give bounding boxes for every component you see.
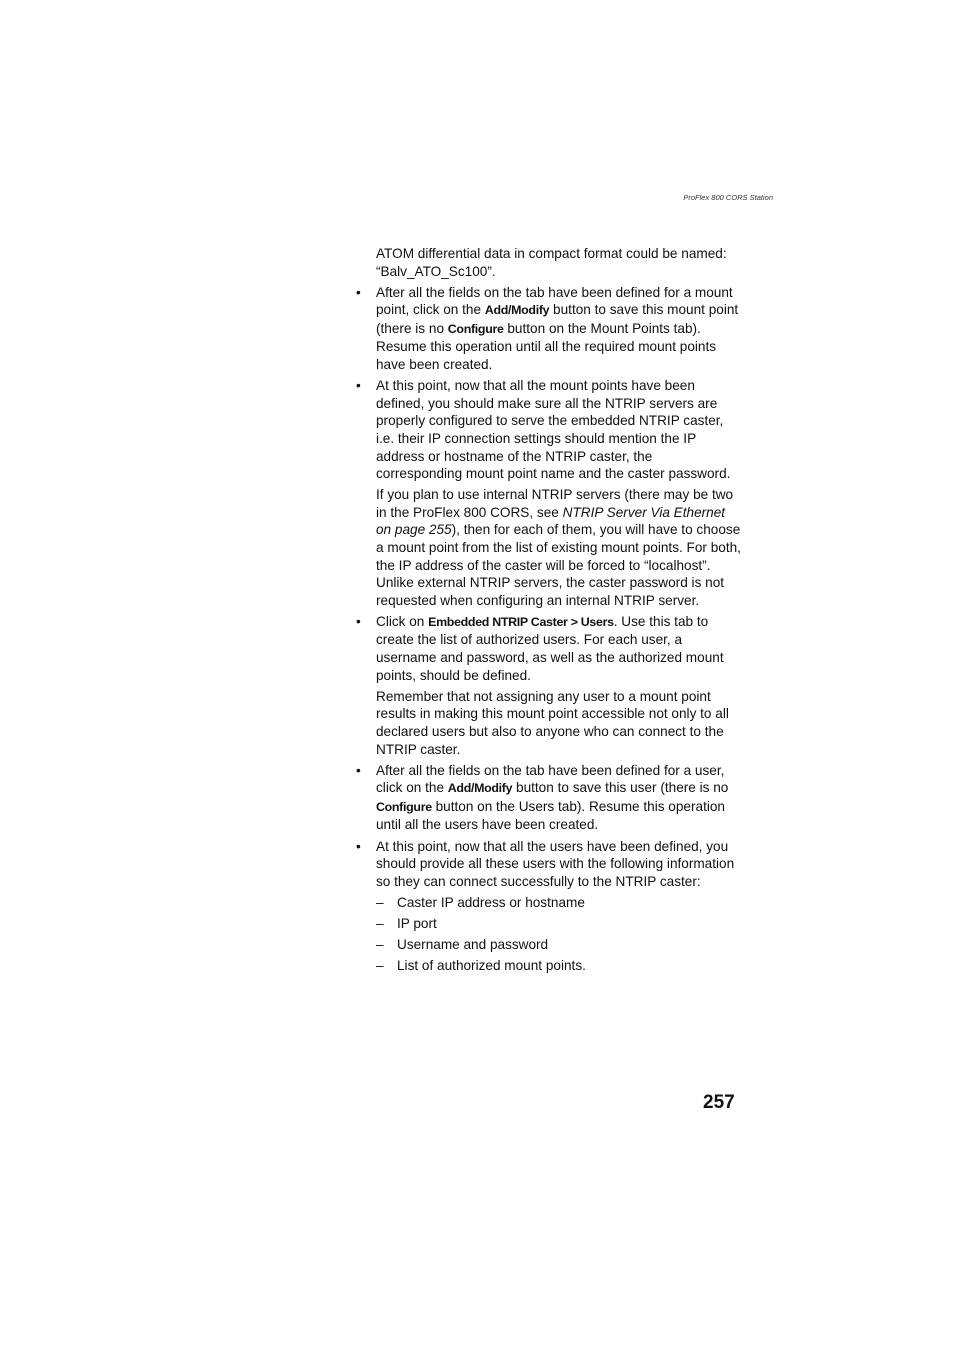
bullet-item-add-user (356, 762, 741, 834)
bullet-text: At this point, now that all the mount points have been defined, you should make sure all the NTRIP servers are properly configured to serve the embedded NTRIP caster, i.e. their IP connection settings should mention the IP address or hostname of the NTRIP caster, the corresponding mount point name and the caster password. (376, 378, 731, 482)
dash-item-text: Username and password (397, 936, 549, 952)
bullet-text: button on the Users tab). Resume this operation until all the users have been created. (376, 798, 725, 833)
bullet-item-configure-servers (356, 377, 741, 483)
paragraph-text: ), then for each of them, you will have to choose a mount point from the list of existing mount points. For both, the IP address of the caster will be forced to “localhost”. Unlike external NTRIP servers, the caster password is not requested when configuring an internal NTRIP server. (376, 522, 741, 608)
bullet-text: Click on (376, 613, 429, 629)
paragraph-text: If you plan to use internal NTRIP servers (there may be two in the ProFlex 800 CORS, see (376, 487, 734, 520)
page-content (356, 245, 741, 978)
bullet-item-provide-info (356, 838, 741, 891)
dash-marker: – (376, 915, 384, 931)
intro-paragraph: ATOM differential data in compact format could be named: “Balv_ATO_Sc100”. (376, 246, 727, 279)
bullet-text: button to save this user (there is no (512, 780, 729, 796)
cross-reference-link[interactable]: NTRIP Server Via Ethernet on page 255 (376, 504, 726, 538)
bullet-marker: • (356, 838, 361, 854)
dash-item-text: List of authorized mount points. (397, 957, 586, 973)
dash-list-item (356, 957, 741, 975)
ui-label-configure: Configure (447, 321, 504, 336)
bullet-marker: • (356, 762, 361, 778)
bullet-text: . Use this tab to create the list of authorized users. For each user, a username and password, as well as the authorized mount points, should be defined. (376, 613, 724, 683)
bullet-item-users-tab (356, 613, 741, 684)
ui-label-add-modify: Add/Modify (447, 781, 513, 796)
page-number: 257 (703, 1092, 735, 1113)
bullet-marker: • (356, 613, 361, 629)
dash-list-item (356, 915, 741, 933)
dash-list-item (356, 894, 741, 912)
running-header: ProFlex 800 CORS Station (683, 193, 773, 202)
bullet-text: After all the fields on the tab have been defined for a mount point, click on the (376, 284, 733, 318)
dash-item-text: IP port (397, 915, 437, 931)
dash-marker: – (376, 957, 384, 973)
ui-label-users-menu-path: Embedded NTRIP Caster > Users (428, 614, 614, 629)
internal-servers-paragraph (376, 486, 741, 609)
bullet-item-add-mount-point (356, 284, 741, 374)
dash-marker: – (376, 936, 384, 952)
dash-list-item (356, 936, 741, 954)
ui-label-add-modify: Add/Modify (484, 303, 550, 318)
remember-paragraph: Remember that not assigning any user to a mount point results in making this mount point accessible not only to all declared users but also to anyone who can connect to the NTRIP caster. (376, 688, 729, 757)
dash-marker: – (376, 894, 384, 910)
bullet-text: At this point, now that all the users have been defined, you should provide all these users with the following information so they can connect successfully to the NTRIP caster: (376, 838, 735, 889)
ui-label-configure: Configure (376, 799, 432, 814)
bullet-marker: • (356, 284, 361, 300)
bullet-text: button on the Mount Points tab). Resume this operation until all the required mount points have been created. (376, 320, 717, 373)
bullet-text: After all the fields on the tab have been defined for a user, click on the (376, 762, 725, 796)
dash-item-text: Caster IP address or hostname (397, 894, 585, 910)
bullet-marker: • (356, 378, 361, 394)
bullet-text: button to save this mount point (there is no (376, 302, 739, 336)
